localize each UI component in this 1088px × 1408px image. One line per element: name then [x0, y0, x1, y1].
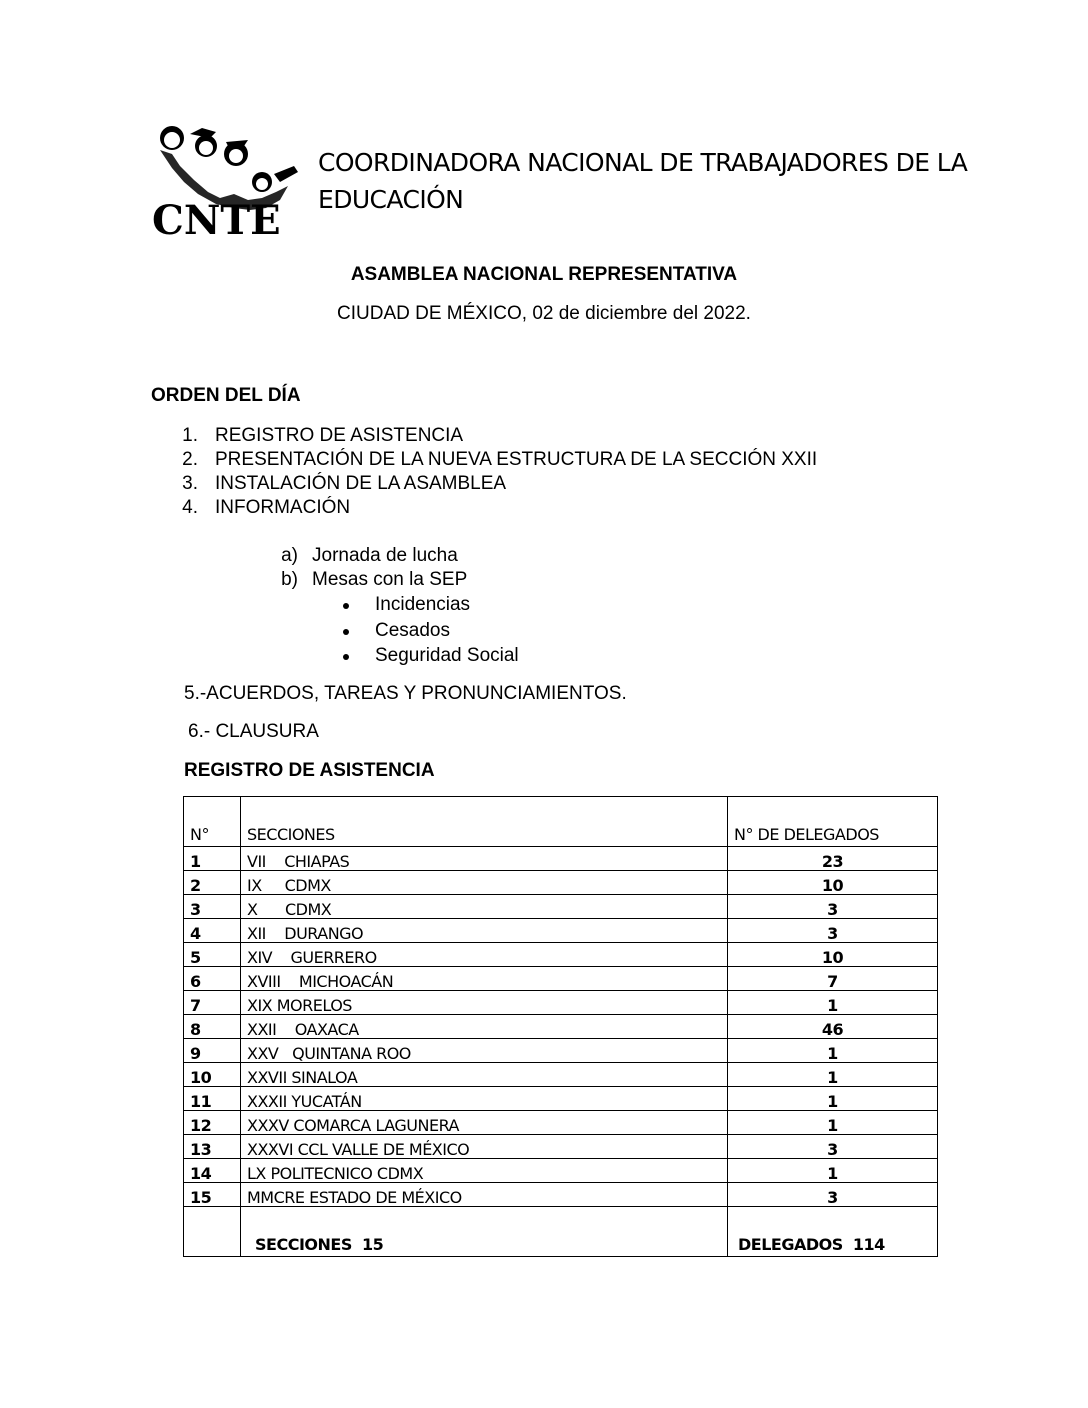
row-section: XXV QUINTANA ROO — [241, 1039, 728, 1063]
row-delegates: 10 — [728, 871, 938, 895]
row-section: XVIII MICHOACÁN — [241, 967, 728, 991]
row-num: 12 — [184, 1111, 241, 1135]
agenda-title: ORDEN DEL DÍA — [151, 385, 301, 406]
row-num: 2 — [184, 871, 241, 895]
agenda-item-num: 3. — [182, 473, 198, 494]
row-num: 5 — [184, 943, 241, 967]
agenda-item-6: 6.- CLAUSURA — [188, 721, 319, 742]
agenda-item — [0, 449, 1088, 473]
table-row — [184, 871, 938, 895]
row-delegates: 23 — [728, 847, 938, 871]
table-header-row — [184, 797, 938, 847]
row-num: 15 — [184, 1183, 241, 1207]
agenda-bullet-text: Seguridad Social — [375, 645, 519, 666]
row-delegates: 3 — [728, 1135, 938, 1159]
bullet-icon — [343, 629, 349, 635]
agenda-item — [0, 497, 1088, 521]
row-delegates: 3 — [728, 1183, 938, 1207]
row-num: 7 — [184, 991, 241, 1015]
row-delegates: 1 — [728, 1063, 938, 1087]
table-row — [184, 1111, 938, 1135]
row-num: 13 — [184, 1135, 241, 1159]
logo-text: CNTE — [152, 197, 281, 240]
attendance-table — [183, 796, 938, 1257]
row-num: 1 — [184, 847, 241, 871]
row-section: VII CHIAPAS — [241, 847, 728, 871]
registro-title: REGISTRO DE ASISTENCIA — [184, 760, 435, 781]
agenda-item-5: 5.-ACUERDOS, TAREAS Y PRONUNCIAMIENTOS. — [184, 683, 627, 704]
table-row — [184, 1039, 938, 1063]
header-sections: SECCIONES — [241, 797, 728, 847]
table-row — [184, 967, 938, 991]
agenda-subitem-text: Jornada de lucha — [312, 545, 458, 566]
agenda-bullet-item — [0, 620, 1088, 644]
agenda-subitem-text: Mesas con la SEP — [312, 569, 468, 590]
header-num: N° — [184, 797, 241, 847]
table-row — [184, 1015, 938, 1039]
bullet-icon — [343, 654, 349, 660]
agenda-bullet-item — [0, 594, 1088, 618]
agenda-item-num: 4. — [182, 497, 198, 518]
agenda-item — [0, 473, 1088, 497]
agenda-bullet-text: Incidencias — [375, 594, 471, 615]
row-section: XIV GUERRERO — [241, 943, 728, 967]
agenda-item-text: PRESENTACIÓN DE LA NUEVA ESTRUCTURA DE LA SECCIÓN XXII — [215, 449, 818, 470]
row-section: MMCRE ESTADO DE MÉXICO — [241, 1183, 728, 1207]
row-section: X CDMX — [241, 895, 728, 919]
header-delegates: N° DE DELEGADOS — [728, 797, 938, 847]
place-date: CIUDAD DE MÉXICO, 02 de diciembre del 2022. — [337, 303, 751, 324]
agenda-subitem-num: a) — [281, 545, 298, 566]
row-section: XXII OAXACA — [241, 1015, 728, 1039]
row-section: XXXII YUCATÁN — [241, 1087, 728, 1111]
row-num: 9 — [184, 1039, 241, 1063]
row-num: 6 — [184, 967, 241, 991]
row-delegates: 3 — [728, 895, 938, 919]
table-row — [184, 847, 938, 871]
row-delegates: 46 — [728, 1015, 938, 1039]
agenda-item-text: INSTALACIÓN DE LA ASAMBLEA — [215, 473, 507, 494]
row-num: 11 — [184, 1087, 241, 1111]
assembly-title: ASAMBLEA NACIONAL REPRESENTATIVA — [350, 264, 738, 285]
row-num: 4 — [184, 919, 241, 943]
row-section: XXVII SINALOA — [241, 1063, 728, 1087]
table-row — [184, 919, 938, 943]
agenda-subitem-num: b) — [281, 569, 298, 590]
row-delegates: 1 — [728, 1087, 938, 1111]
footer-sections-total: SECCIONES 15 — [241, 1207, 728, 1257]
row-delegates: 1 — [728, 1111, 938, 1135]
agenda-subitem — [0, 545, 1088, 569]
agenda-item-text: INFORMACIÓN — [215, 497, 351, 518]
agenda-item-num: 1. — [182, 425, 198, 446]
agenda-bullet-text: Cesados — [375, 620, 450, 641]
agenda-item-text: REGISTRO DE ASISTENCIA — [215, 425, 464, 446]
footer-empty — [184, 1207, 241, 1257]
row-num: 10 — [184, 1063, 241, 1087]
row-section: LX POLITECNICO CDMX — [241, 1159, 728, 1183]
table-row — [184, 1183, 938, 1207]
table-row — [184, 943, 938, 967]
table-footer-row — [184, 1207, 938, 1257]
table-row — [184, 1159, 938, 1183]
row-delegates: 3 — [728, 919, 938, 943]
footer-delegates-total: DELEGADOS 114 — [728, 1207, 938, 1257]
row-delegates: 7 — [728, 967, 938, 991]
row-num: 14 — [184, 1159, 241, 1183]
row-delegates: 1 — [728, 1159, 938, 1183]
row-delegates: 10 — [728, 943, 938, 967]
row-num: 8 — [184, 1015, 241, 1039]
table-row — [184, 895, 938, 919]
agenda-item — [0, 425, 1088, 449]
row-section: XII DURANGO — [241, 919, 728, 943]
agenda-subitem — [0, 569, 1088, 593]
row-section: XIX MORELOS — [241, 991, 728, 1015]
cnte-logo — [150, 120, 306, 240]
row-num: 3 — [184, 895, 241, 919]
org-title-line1: COORDINADORA NACIONAL DE TRABAJADORES DE LA — [318, 148, 968, 177]
org-title-line2: EDUCACIÓN — [318, 185, 464, 214]
bullet-icon — [343, 603, 349, 609]
table-row — [184, 1087, 938, 1111]
table-row — [184, 1135, 938, 1159]
row-section: XXXV COMARCA LAGUNERA — [241, 1111, 728, 1135]
row-section: XXXVI CCL VALLE DE MÉXICO — [241, 1135, 728, 1159]
agenda-item-num: 2. — [182, 449, 198, 470]
row-delegates: 1 — [728, 991, 938, 1015]
table-row — [184, 1063, 938, 1087]
agenda-bullet-item — [0, 645, 1088, 669]
row-section: IX CDMX — [241, 871, 728, 895]
row-delegates: 1 — [728, 1039, 938, 1063]
table-row — [184, 991, 938, 1015]
